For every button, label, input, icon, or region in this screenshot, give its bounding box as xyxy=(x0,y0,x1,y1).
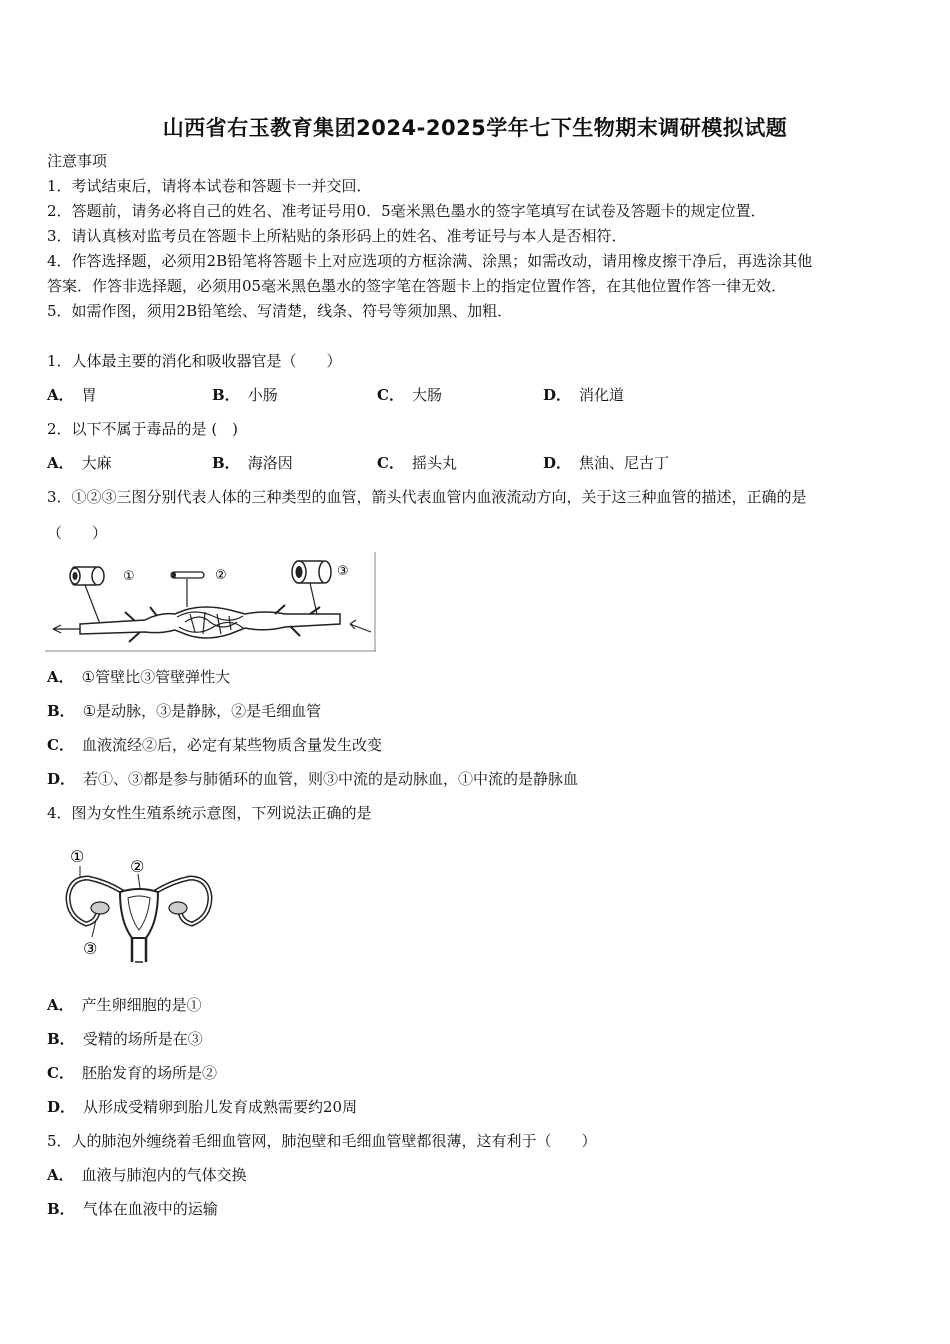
question-4-stem: 4．图为女性生殖系统示意图，下列说法正确的是 xyxy=(47,804,372,822)
vessel-3-icon xyxy=(292,561,331,583)
question-4-option-c: C． 胚胎发育的场所是② xyxy=(47,1064,217,1082)
question-3-option-b: B． ①是动脉，③是静脉，②是毛细血管 xyxy=(47,702,322,720)
notice-item: 2．答题前，请务必将自己的姓名、准考证号用0．5毫米黑色墨水的签字笔填写在试卷及答题卡的规定位置． xyxy=(47,202,766,220)
question-1-option-b: B． 小肠 xyxy=(212,386,278,404)
organ-label-2: ② xyxy=(130,857,145,876)
notice-item: 5．如需作图，须用2B铅笔绘、写清楚，线条、符号等须加黑、加粗． xyxy=(47,302,513,320)
vessel-1-icon xyxy=(70,567,104,585)
question-5-stem: 5．人的肺泡外缠绕着毛细血管网，肺泡壁和毛细血管壁都很薄，这有利于（ ） xyxy=(47,1132,597,1150)
question-2-option-c: C． 摇头丸 xyxy=(377,454,457,472)
question-2-option-d: D． 焦油、尼古丁 xyxy=(543,454,670,472)
question-3-option-a: A． ①管壁比③管壁弹性大 xyxy=(47,668,231,686)
question-3-option-c: C． 血液流经②后，必定有某些物质含量发生改变 xyxy=(47,736,382,754)
question-3-stem-cont: （ ） xyxy=(47,524,108,542)
question-4-option-b: B． 受精的场所是在③ xyxy=(47,1030,203,1048)
question-3-stem: 3．①②③三图分别代表人体的三种类型的血管，箭头代表血管内血液流动方向，关于这三种血管的描述，正确的是 xyxy=(47,488,807,506)
vessel-label-2: ② xyxy=(215,568,227,583)
organ-label-1: ① xyxy=(70,847,85,866)
question-5-option-b: B． 气体在血液中的运输 xyxy=(47,1200,218,1218)
vessel-2-icon xyxy=(171,572,204,578)
page-title: 山西省右玉教育集团2024-2025学年七下生物期末调研模拟试题 xyxy=(162,116,788,140)
question-1-option-c: C． 大肠 xyxy=(377,386,442,404)
question-4-option-d: D． 从形成受精卵到胎儿发育成熟需要约20周 xyxy=(47,1098,358,1116)
question-1-option-d: D． 消化道 xyxy=(543,386,625,404)
question-2-option-a: A． 大麻 xyxy=(47,454,112,472)
organ-label-3: ③ xyxy=(83,939,98,958)
question-2-stem: 2．以下不属于毒品的是 ( ) xyxy=(47,420,239,438)
question-5-option-a: A． 血液与肺泡内的气体交换 xyxy=(47,1166,247,1184)
question-4-option-a: A． 产生卵细胞的是① xyxy=(47,996,202,1014)
question-3-option-d: D． 若①、③都是参与肺循环的血管，则③中流的是动脉血，①中流的是静脉血 xyxy=(47,770,579,788)
blood-vessel-diagram xyxy=(45,552,377,652)
notice-item: 答案．作答非选择题，必须用05毫米黑色墨水的签字笔在答题卡上的指定位置作答，在其他位置作答一律无效． xyxy=(47,277,787,295)
question-2-option-b: B． 海洛因 xyxy=(212,454,293,472)
question-1-stem: 1．人体最主要的消化和吸收器官是（ ） xyxy=(47,352,342,370)
female-reproductive-diagram xyxy=(58,842,220,970)
vessel-label-3: ③ xyxy=(337,564,349,579)
vessel-label-1: ① xyxy=(123,569,135,584)
notice-item: 1．考试结束后，请将本试卷和答题卡一并交回． xyxy=(47,177,372,195)
question-1-option-a: A． 胃 xyxy=(47,386,97,404)
notice-item: 4．作答选择题，必须用2B铅笔将答题卡上对应选项的方框涂满、涂黑；如需改动，请用橡皮擦干净后，再选涂其他 xyxy=(47,252,813,270)
notice-item: 3．请认真核对监考员在答题卡上所粘贴的条形码上的姓名、准考证号与本人是否相符． xyxy=(47,227,627,245)
notice-heading: 注意事项 xyxy=(47,152,108,170)
